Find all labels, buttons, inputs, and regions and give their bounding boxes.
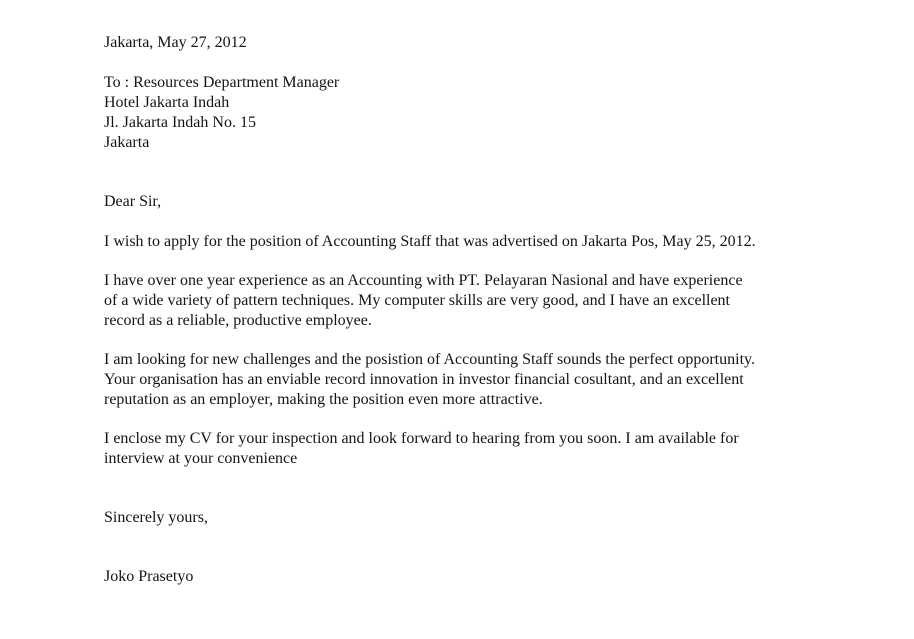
- salutation: Dear Sir,: [104, 193, 162, 210]
- paragraph-4-line-1: I enclose my CV for your inspection and look forward to hearing from you soon. I am available for: [104, 430, 739, 447]
- paragraph-4: [104, 429, 814, 469]
- signature-name: Joko Prasetyo: [104, 568, 194, 585]
- paragraph-1-line-1: I wish to apply for the position of Accounting Staff that was advertised on Jakarta Pos, May 25, 2012.: [104, 233, 756, 250]
- paragraph-3-line-1: I am looking for new challenges and the posistion of Accounting Staff sounds the perfect opportunity.: [104, 351, 755, 368]
- recipient-line-2: Hotel Jakarta Indah: [104, 94, 230, 111]
- paragraph-3-line-2: Your organisation has an enviable record innovation in investor financial cosultant, and an excellent: [104, 371, 744, 388]
- paragraph-4-line-2: interview at your convenience: [104, 450, 298, 467]
- recipient-line-4: Jakarta: [104, 134, 150, 151]
- paragraph-3: [104, 350, 814, 410]
- letter-date: Jakarta, May 27, 2012: [104, 34, 247, 51]
- closing: Sincerely yours,: [104, 509, 208, 526]
- paragraph-2-line-2: of a wide variety of pattern techniques. My computer skills are very good, and I have an excellent: [104, 292, 730, 309]
- paragraph-2-line-1: I have over one year experience as an Accounting with PT. Pelayaran Nasional and have experience: [104, 272, 743, 289]
- recipient-line-3: Jl. Jakarta Indah No. 15: [104, 114, 256, 131]
- paragraph-1: [104, 232, 814, 252]
- paragraph-2: [104, 271, 814, 331]
- recipient-line-1: To : Resources Department Manager: [104, 74, 340, 91]
- paragraph-2-line-3: record as a reliable, productive employee.: [104, 312, 372, 329]
- paragraph-3-line-3: reputation as an employer, making the position even more attractive.: [104, 391, 543, 408]
